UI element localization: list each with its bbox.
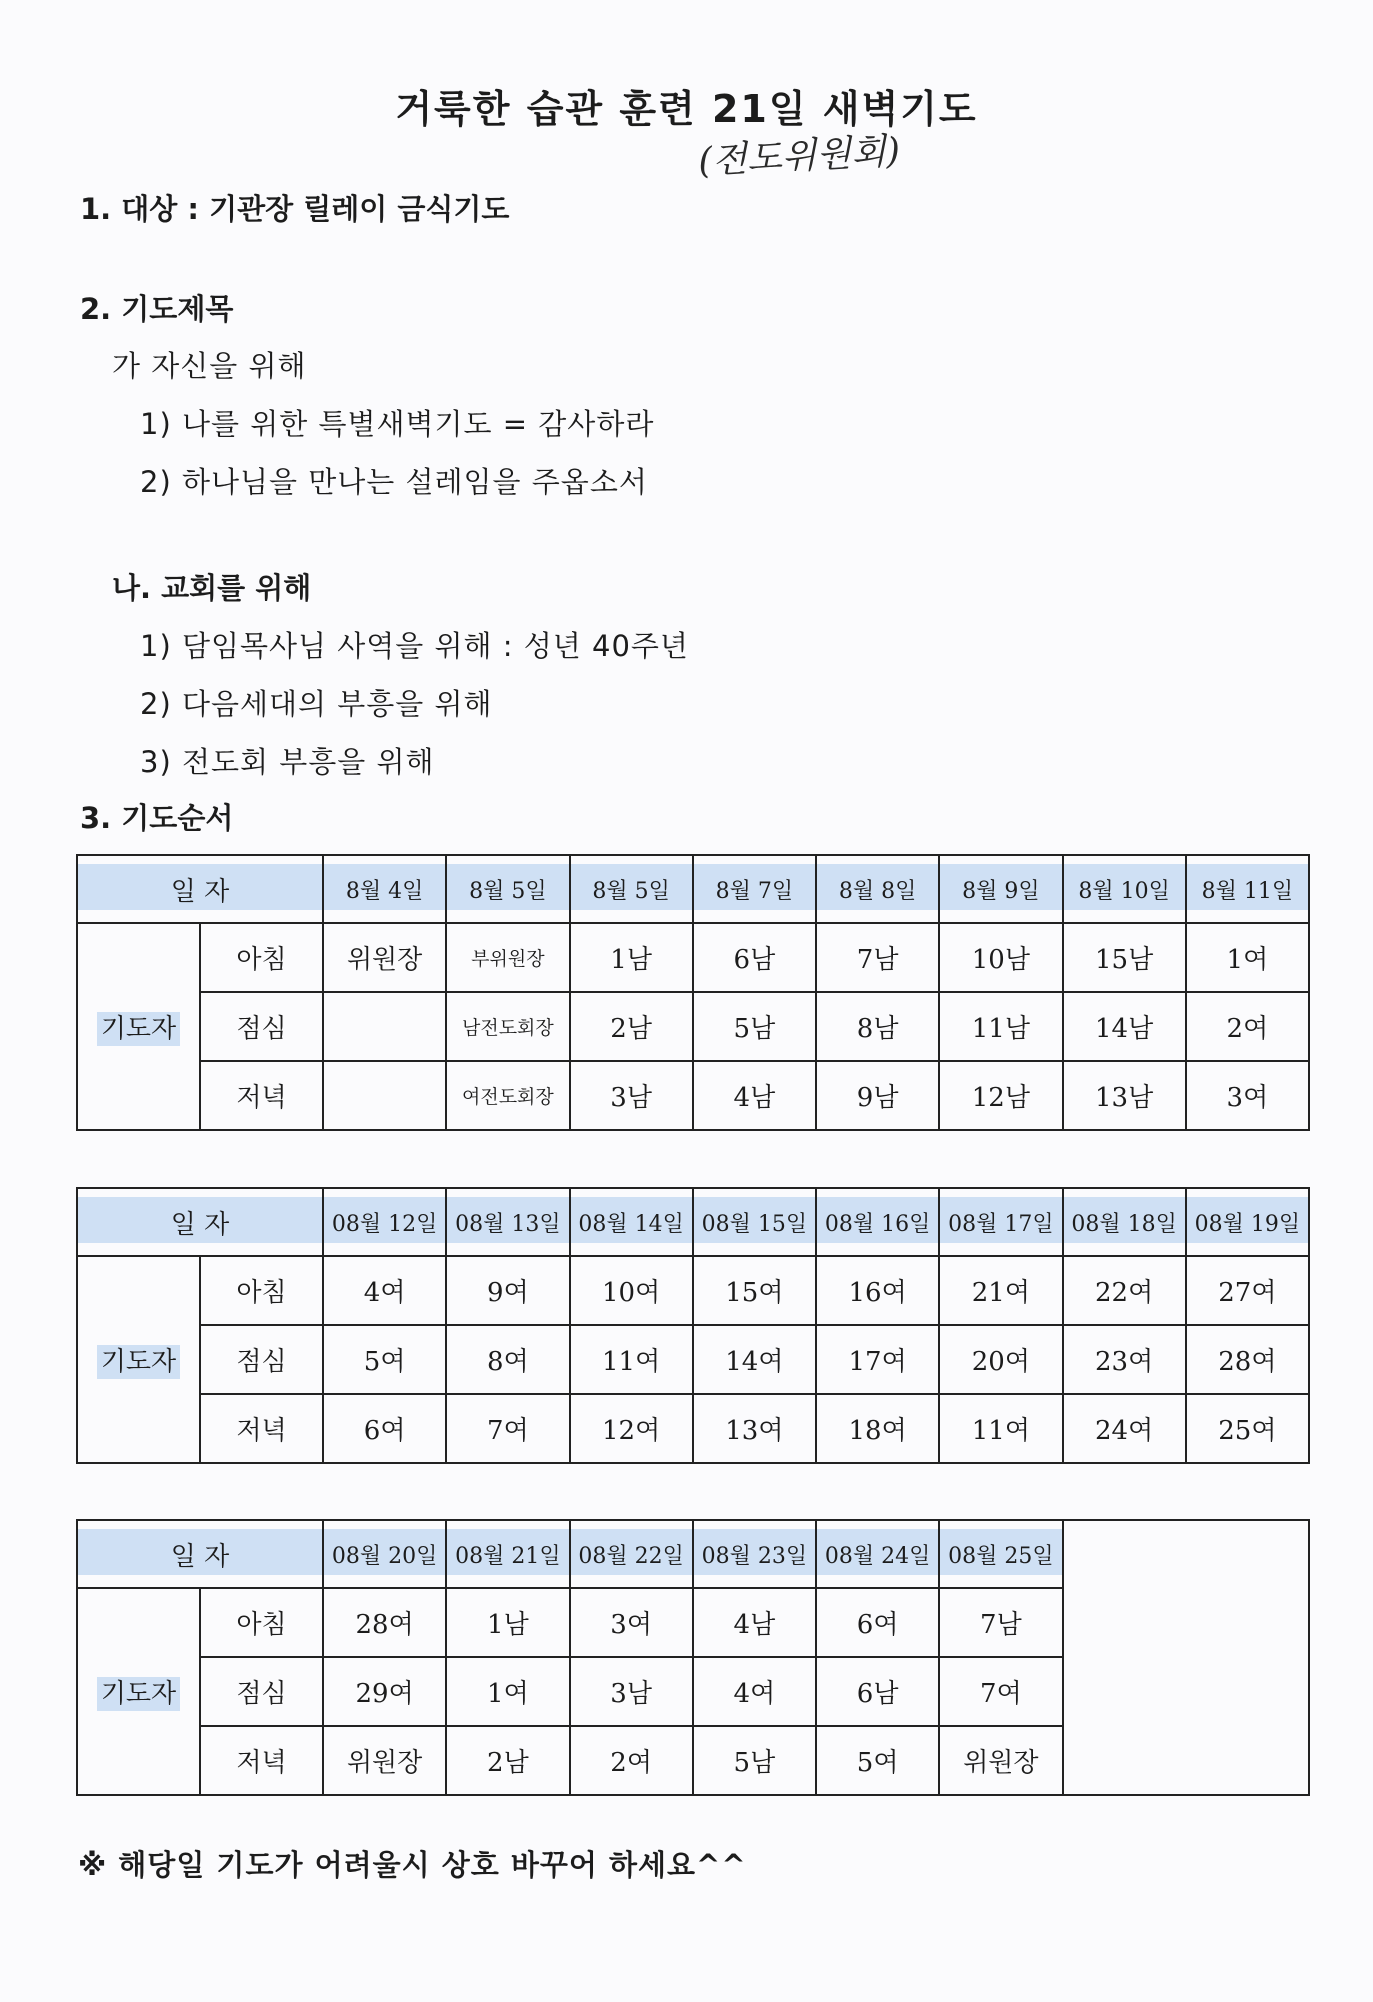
date-cell: 08월 22일: [570, 1520, 693, 1588]
document-title: 거룩한 습관 훈련 21일 새벽기도: [395, 87, 978, 131]
schedule-cell: 1남: [570, 923, 693, 992]
date-label: 일 자: [77, 855, 323, 923]
section-3-heading: 3. 기도순서: [80, 801, 234, 835]
date-cell: 8월 11일: [1186, 855, 1309, 923]
role-label: [77, 923, 200, 1130]
schedule-cell: 13여: [693, 1394, 816, 1463]
date-cell: 08월 12일: [323, 1188, 446, 1256]
footnote: ※ 해당일 기도가 어려울시 상호 바꾸어 하세요^^: [78, 1848, 747, 1882]
schedule-cell: 6여: [323, 1394, 446, 1463]
date-cell: 08월 18일: [1063, 1188, 1186, 1256]
schedule-cell: 4남: [693, 1061, 816, 1130]
schedule-cell: 5남: [693, 1726, 816, 1795]
schedule-cell: 22여: [1063, 1256, 1186, 1325]
schedule-cell: 3남: [570, 1657, 693, 1726]
date-cell: 08월 17일: [939, 1188, 1062, 1256]
schedule-cell: 2남: [570, 992, 693, 1061]
schedule-cell: 2남: [446, 1726, 569, 1795]
time-label: 저녁: [200, 1726, 323, 1795]
schedule-cell: 6남: [693, 923, 816, 992]
time-label: 아침: [200, 923, 323, 992]
schedule-cell: 29여: [323, 1657, 446, 1726]
schedule-cell: 3남: [570, 1061, 693, 1130]
schedule-cell: 14남: [1063, 992, 1186, 1061]
schedule-cell: 8여: [446, 1325, 569, 1394]
schedule-cell: 7남: [939, 1588, 1062, 1657]
date-cell: 08월 16일: [816, 1188, 939, 1256]
schedule-cell: 7여: [446, 1394, 569, 1463]
date-cell: 8월 7일: [693, 855, 816, 923]
schedule-cell: 28여: [323, 1588, 446, 1657]
schedule-cell: 21여: [939, 1256, 1062, 1325]
date-cell: 8월 9일: [939, 855, 1062, 923]
time-label: 점심: [200, 1325, 323, 1394]
schedule-cell: 9여: [446, 1256, 569, 1325]
date-cell: 08월 23일: [693, 1520, 816, 1588]
date-label: 일 자: [77, 1520, 323, 1588]
schedule-cell: 1여: [446, 1657, 569, 1726]
date-cell: 08월 25일: [939, 1520, 1062, 1588]
schedule-cell: 9남: [816, 1061, 939, 1130]
schedule-table-1: [76, 854, 1310, 1131]
schedule-cell: 28여: [1186, 1325, 1309, 1394]
date-cell: 8월 8일: [816, 855, 939, 923]
date-cell: 08월 21일: [446, 1520, 569, 1588]
date-cell: 8월 4일: [323, 855, 446, 923]
schedule-cell: 2여: [1186, 992, 1309, 1061]
time-label: 저녁: [200, 1061, 323, 1130]
schedule-cell: 1남: [446, 1588, 569, 1657]
sub-a-item-1: 1) 나를 위한 특별새벽기도 = 감사하라: [140, 407, 655, 441]
schedule-cell: 10여: [570, 1256, 693, 1325]
schedule-cell: 11여: [939, 1394, 1062, 1463]
date-cell: 8월 5일: [570, 855, 693, 923]
schedule-cell: 6남: [816, 1657, 939, 1726]
role-label-text: 기도자: [97, 1677, 180, 1711]
schedule-cell: 위원장: [323, 923, 446, 992]
schedule-cell: 13남: [1063, 1061, 1186, 1130]
date-cell: 08월 19일: [1186, 1188, 1309, 1256]
schedule-cell: 1여: [1186, 923, 1309, 992]
schedule-cell: 27여: [1186, 1256, 1309, 1325]
date-cell: 08월 14일: [570, 1188, 693, 1256]
schedule-cell: 7여: [939, 1657, 1062, 1726]
schedule-cell: 5여: [323, 1325, 446, 1394]
role-label: [77, 1588, 200, 1795]
sub-a-item-2: 2) 하나님을 만나는 설레임을 주옵소서: [140, 465, 648, 499]
schedule-cell: 4여: [693, 1657, 816, 1726]
time-label: 점심: [200, 992, 323, 1061]
empty-block: [1063, 1520, 1310, 1795]
sub-b-item-1: 1) 담임목사님 사역을 위해 : 성년 40주년: [140, 629, 689, 663]
schedule-cell: 7남: [816, 923, 939, 992]
schedule-cell: 4여: [323, 1256, 446, 1325]
schedule-cell: 16여: [816, 1256, 939, 1325]
schedule-cell: 5여: [816, 1726, 939, 1795]
role-label-text: 기도자: [97, 1345, 180, 1379]
date-cell: 8월 10일: [1063, 855, 1186, 923]
schedule-cell: 8남: [816, 992, 939, 1061]
schedule-cell: 15여: [693, 1256, 816, 1325]
date-cell: 08월 13일: [446, 1188, 569, 1256]
schedule-cell: 11여: [570, 1325, 693, 1394]
schedule-cell: 2여: [570, 1726, 693, 1795]
date-cell: 08월 24일: [816, 1520, 939, 1588]
date-cell: 08월 20일: [323, 1520, 446, 1588]
date-cell: 8월 5일: [446, 855, 569, 923]
sub-b-item-3: 3) 전도회 부흥을 위해: [140, 745, 435, 779]
schedule-cell: 15남: [1063, 923, 1186, 992]
sub-b-label: 나. 교회를 위해: [112, 571, 312, 605]
date-cell: 08월 15일: [693, 1188, 816, 1256]
schedule-cell: 20여: [939, 1325, 1062, 1394]
schedule-cell: 위원장: [939, 1726, 1062, 1795]
schedule-cell: 4남: [693, 1588, 816, 1657]
time-label: 점심: [200, 1657, 323, 1726]
schedule-cell: 여전도회장: [446, 1061, 569, 1130]
schedule-cell: [323, 992, 446, 1061]
schedule-cell: 3여: [1186, 1061, 1309, 1130]
role-label-text: 기도자: [97, 1012, 180, 1046]
schedule-cell: 17여: [816, 1325, 939, 1394]
sub-b-item-2: 2) 다음세대의 부흥을 위해: [140, 687, 493, 721]
schedule-cell: 23여: [1063, 1325, 1186, 1394]
sub-a-label: 가 자신을 위해: [112, 349, 307, 383]
time-label: 저녁: [200, 1394, 323, 1463]
handwritten-note: (전도위원회): [697, 130, 902, 183]
schedule-cell: 부위원장: [446, 923, 569, 992]
schedule-cell: 위원장: [323, 1726, 446, 1795]
section-2-heading: 2. 기도제목: [80, 292, 234, 326]
time-label: 아침: [200, 1256, 323, 1325]
date-label: 일 자: [77, 1188, 323, 1256]
schedule-cell: 12남: [939, 1061, 1062, 1130]
schedule-cell: 14여: [693, 1325, 816, 1394]
schedule-cell: 12여: [570, 1394, 693, 1463]
schedule-cell: 3여: [570, 1588, 693, 1657]
schedule-table-3: [76, 1519, 1310, 1796]
schedule-cell: 24여: [1063, 1394, 1186, 1463]
schedule-cell: 11남: [939, 992, 1062, 1061]
schedule-cell: 25여: [1186, 1394, 1309, 1463]
role-label: [77, 1256, 200, 1463]
time-label: 아침: [200, 1588, 323, 1657]
schedule-cell: 6여: [816, 1588, 939, 1657]
schedule-cell: [323, 1061, 446, 1130]
schedule-cell: 남전도회장: [446, 992, 569, 1061]
section-1-heading: 1. 대상 : 기관장 릴레이 금식기도: [80, 192, 510, 226]
schedule-cell: 10남: [939, 923, 1062, 992]
schedule-table-2: [76, 1187, 1310, 1464]
schedule-cell: 5남: [693, 992, 816, 1061]
schedule-cell: 18여: [816, 1394, 939, 1463]
